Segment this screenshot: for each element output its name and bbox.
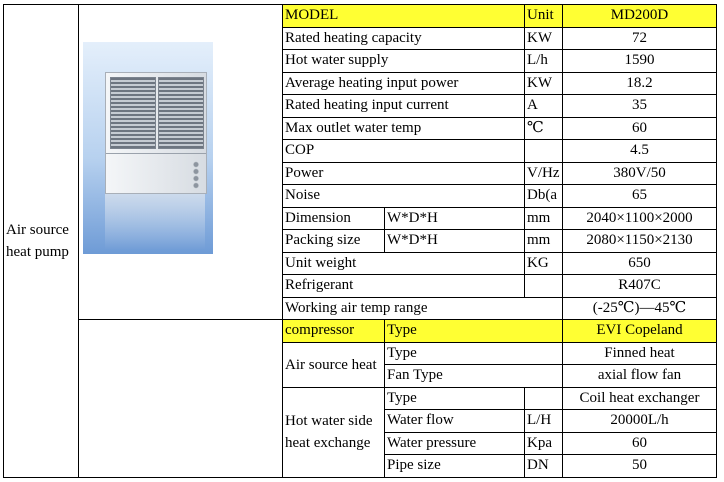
spec-value: 35 — [563, 95, 717, 118]
water-side-unit: Kpa — [525, 432, 563, 455]
spec-param: Power — [283, 162, 525, 185]
model-label: MODEL — [283, 5, 525, 28]
spec-unit: L/h — [525, 50, 563, 73]
air-side-sub: Fan Type — [385, 365, 563, 388]
product-image-cell — [79, 5, 283, 320]
compressor-value: EVI Copeland — [563, 320, 717, 343]
fan-grill-icon — [158, 77, 204, 149]
spec-value: 18.2 — [563, 72, 717, 95]
spec-value: 380V/50 — [563, 162, 717, 185]
water-side-unit: L/H — [525, 410, 563, 433]
spec-unit: A — [525, 95, 563, 118]
pipe-connectors-icon — [192, 161, 200, 189]
water-side-value: 50 — [563, 455, 717, 478]
spec-param: Average heating input power — [283, 72, 525, 95]
spec-value: 72 — [563, 27, 717, 50]
spec-param: Noise — [283, 185, 525, 208]
spec-param: Rated heating capacity — [283, 27, 525, 50]
spec-table — [3, 4, 717, 478]
spec-unit: Db(a — [525, 185, 563, 208]
spec-sub: W*D*H — [385, 230, 525, 253]
air-side-value: axial flow fan — [563, 365, 717, 388]
spec-param: COP — [283, 140, 525, 163]
spec-param: Packing size — [283, 230, 385, 253]
spec-unit: V/Hz — [525, 162, 563, 185]
spec-unit: KW — [525, 72, 563, 95]
spec-value: 4.5 — [563, 140, 717, 163]
spec-param: Unit weight — [283, 252, 525, 275]
heat-pump-unit — [105, 72, 207, 194]
spec-param: Rated heating input current — [283, 95, 525, 118]
spec-param: Working air temp range — [283, 297, 563, 320]
panel-divider — [106, 153, 206, 154]
spec-value: 1590 — [563, 50, 717, 73]
spec-param: Max outlet water temp — [283, 117, 525, 140]
spec-param: Refrigerant — [283, 275, 525, 298]
spec-unit: mm — [525, 207, 563, 230]
water-side-value: Coil heat exchanger — [563, 387, 717, 410]
water-side-sub: Water pressure — [385, 432, 525, 455]
spec-value: 2080×1150×2130 — [563, 230, 717, 253]
spec-value: (-25℃)—45℃ — [563, 297, 717, 320]
water-side-value: 20000L/h — [563, 410, 717, 433]
category-cell: Air source heat pump — [4, 5, 79, 478]
spec-param: Hot water supply — [283, 50, 525, 73]
spec-unit: KW — [525, 27, 563, 50]
water-side-sub: Water flow — [385, 410, 525, 433]
unit-header: Unit — [525, 5, 563, 28]
spec-unit: ℃ — [525, 117, 563, 140]
fan-grill-icon — [110, 77, 156, 149]
image-spacer — [79, 320, 283, 478]
spec-unit — [525, 140, 563, 163]
header-row — [4, 5, 717, 28]
spec-unit — [525, 275, 563, 298]
water-side-label: Hot water side heat exchange — [283, 387, 385, 477]
compressor-sub: Type — [385, 320, 563, 343]
water-side-value: 60 — [563, 432, 717, 455]
compressor-label: compressor — [283, 320, 385, 343]
spec-sub: W*D*H — [385, 207, 525, 230]
model-value: MD200D — [563, 5, 717, 28]
spec-value: 650 — [563, 252, 717, 275]
floor-reflection — [105, 194, 205, 249]
spec-value: 2040×1100×2000 — [563, 207, 717, 230]
spec-unit: KG — [525, 252, 563, 275]
spec-value: 65 — [563, 185, 717, 208]
spec-param: Dimension — [283, 207, 385, 230]
spec-value: R407C — [563, 275, 717, 298]
water-side-unit: DN — [525, 455, 563, 478]
air-side-label: Air source heat — [283, 342, 385, 387]
air-side-sub: Type — [385, 342, 563, 365]
water-side-sub: Type — [385, 387, 525, 410]
compressor-row — [4, 320, 717, 343]
air-side-value: Finned heat — [563, 342, 717, 365]
heat-pump-photo — [83, 42, 213, 254]
water-side-sub: Pipe size — [385, 455, 525, 478]
spec-value: 60 — [563, 117, 717, 140]
water-side-unit — [525, 387, 563, 410]
spec-unit: mm — [525, 230, 563, 253]
